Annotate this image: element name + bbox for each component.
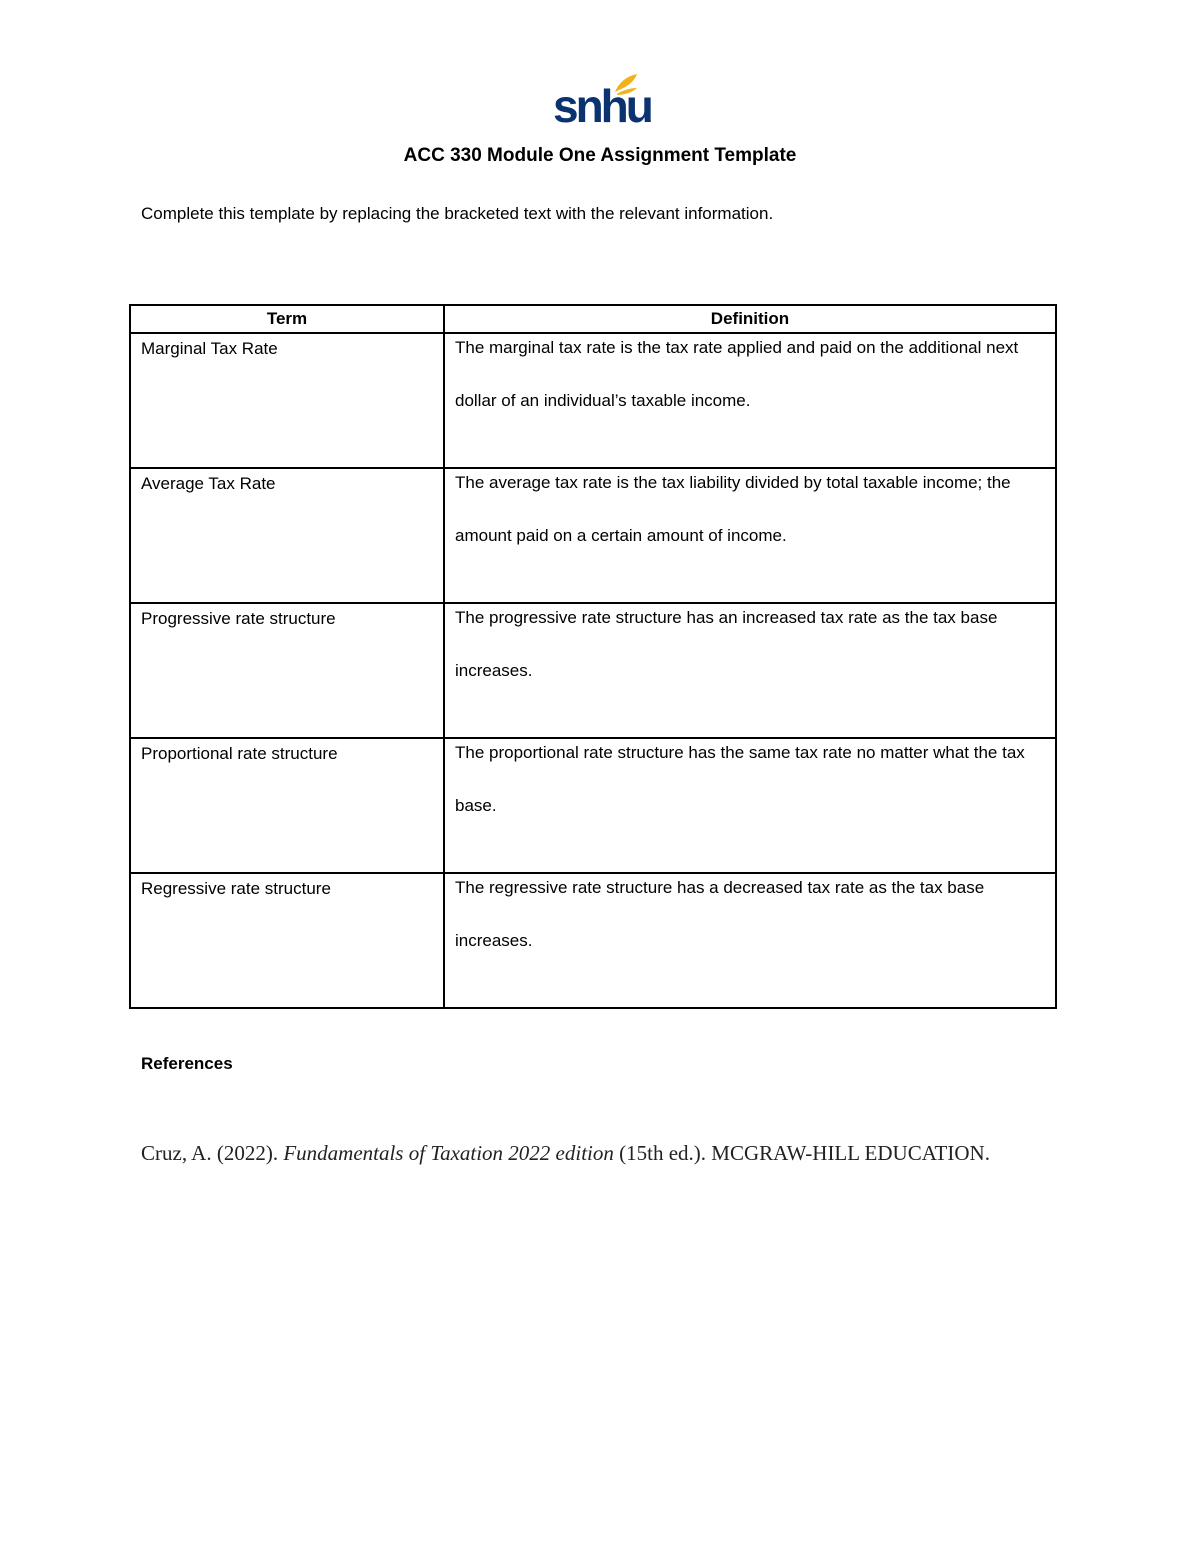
instructions-text: Complete this template by replacing the bracketed text with the relevant information.	[141, 204, 774, 223]
definition-column-header: Definition	[444, 305, 1056, 333]
table-row	[130, 333, 1056, 468]
definition-cell	[444, 333, 1056, 468]
definition-text: The proportional rate structure has the same tax rate no matter what the tax base.	[455, 743, 1025, 815]
definition-text: The progressive rate structure has an increased tax rate as the tax base increases.	[455, 608, 998, 680]
definition-text: The regressive rate structure has a decreased tax rate as the tax base increases.	[455, 878, 985, 950]
definition-cell	[444, 603, 1056, 738]
definition-cell	[444, 873, 1056, 1008]
definition-text: The marginal tax rate is the tax rate applied and paid on the additional next dollar of an individual’s taxable income.	[455, 338, 1019, 410]
definition-cell	[444, 468, 1056, 603]
citation-author-year: Cruz, A. (2022).	[141, 1141, 284, 1165]
term-cell: Progressive rate structure	[130, 603, 444, 738]
document-title: ACC 330 Module One Assignment Template	[403, 145, 797, 166]
citation-book-title: Fundamentals of Taxation 2022 edition	[283, 1141, 614, 1165]
citation-publisher: (15th ed.). MCGRAW-HILL EDUCATION.	[613, 1141, 990, 1165]
references-heading: References	[141, 1054, 233, 1073]
term-cell: Proportional rate structure	[130, 738, 444, 873]
definition-text: The average tax rate is the tax liability divided by total taxable income; the amount paid on a certain amount of income.	[455, 473, 1011, 545]
term-cell: Regressive rate structure	[130, 873, 444, 1008]
term-cell: Average Tax Rate	[130, 468, 444, 603]
reference-citation	[141, 1127, 1027, 1180]
terms-table	[129, 304, 1057, 1009]
table-row	[130, 873, 1056, 1008]
snhu-logo	[553, 72, 651, 134]
table-row	[130, 738, 1056, 873]
term-cell: Marginal Tax Rate	[130, 333, 444, 468]
table-row	[130, 468, 1056, 603]
term-column-header: Term	[130, 305, 444, 333]
definition-cell	[444, 738, 1056, 873]
table-row	[130, 603, 1056, 738]
logo-wordmark: snhu	[553, 80, 651, 132]
